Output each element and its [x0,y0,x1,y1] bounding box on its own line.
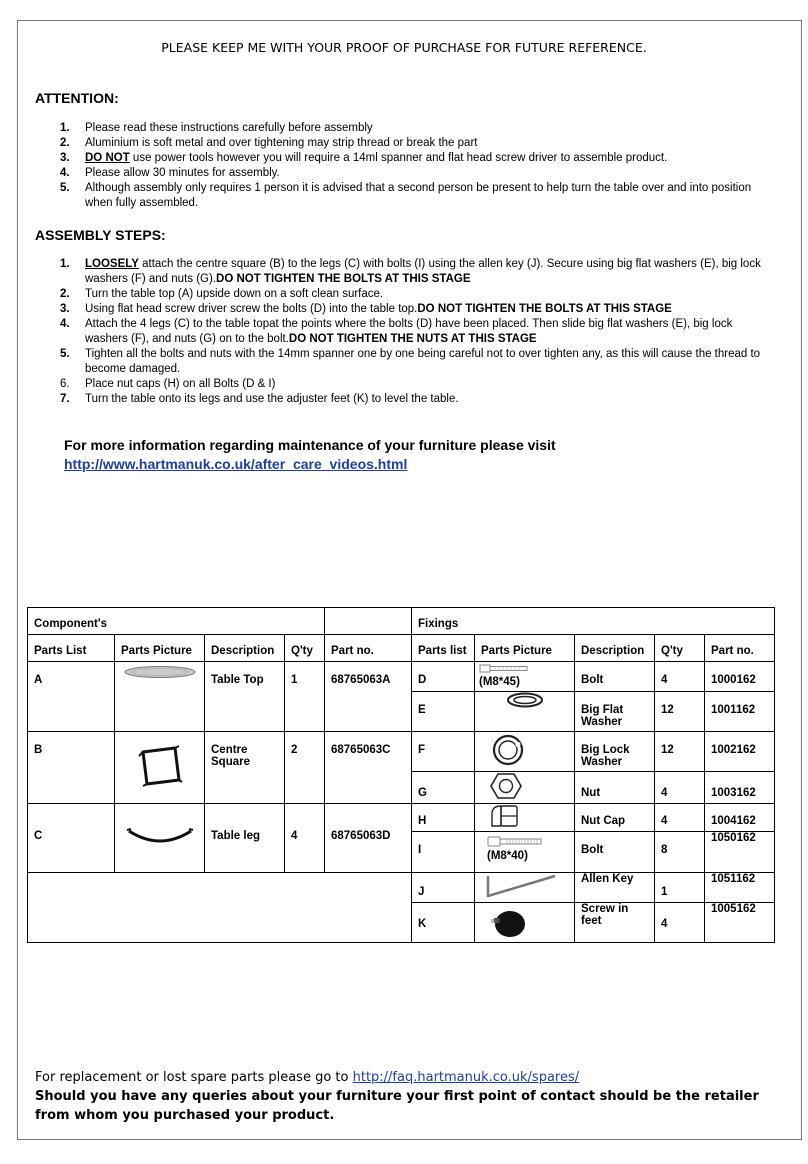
maintenance-text: For more information regarding maintenance of your furniture please visit [64,437,556,453]
nut-icon [475,772,575,804]
bolt-icon [487,836,543,847]
col-header: Parts List [28,635,115,662]
table-row: I (M8*40) Bolt 8 1050162 [28,832,775,873]
table-row: E Big Flat Washer 12 1001162 [28,692,775,732]
list-item: 7. Turn the table onto its legs and use the adjuster feet (K) to level the table. [60,393,459,405]
page-header: PLEASE KEEP ME WITH YOUR PROOF OF PURCHASE FOR FUTURE REFERENCE. [161,40,647,55]
table-row: B Centre Square 2 68765063C F Big Lock Washer 12 1002162 [28,732,775,772]
assembly-heading: ASSEMBLY STEPS: [35,227,166,243]
list-item: 4. Please allow 30 minutes for assembly. [60,167,280,179]
contact-note: Should you have any queries about your furniture your first point of contact should be the retailer from whom you purchased your product. [35,1089,759,1123]
maintenance-info [64,436,556,474]
list-item: 2. Aluminium is soft metal and over tightening may strip thread or break the part [60,137,478,149]
col-header: Description [205,635,285,662]
col-header: Parts Picture [115,635,205,662]
list-item: 6. Place nut caps (H) on all Bolts (D & I) [60,378,276,390]
parts-table [27,607,775,943]
col-header: Parts list [412,635,475,662]
bolt-icon [479,664,529,673]
col-header: Q'ty [285,635,325,662]
spares-link[interactable]: http://faq.hartmanuk.co.uk/spares/ [352,1070,580,1085]
attention-list [35,121,775,211]
spares-line: For replacement or lost spare parts please go to http://faq.hartmanuk.co.uk/spares/ [35,1070,580,1085]
allen-key-icon [475,873,575,903]
table-row: C Table leg 4 68765063D H Nut Cap 4 1004162 [28,804,775,832]
col-header: Part no. [325,635,412,662]
table-row: G Nut 4 1003162 [28,772,775,804]
list-item: 1. Please read these instructions carefully before assembly [60,122,373,134]
attention-heading: ATTENTION: [35,90,119,106]
table-row: A Table Top 1 68765063A D (M8*45) Bolt 4 1000162 [28,662,775,692]
col-header: Q'ty [655,635,705,662]
flat-washer-icon [475,692,575,732]
table-row: K Screw in feet 4 1005162 [28,903,775,943]
screw-in-foot-icon [475,903,575,943]
centre-square-icon [115,732,205,804]
col-header: Part no. [705,635,775,662]
col-header: Parts Picture [475,635,575,662]
components-title: Component's [28,608,325,635]
list-item: 5. Although assembly only requires 1 person it is advised that a second person be present to help turn the table over and into position when fully assembled. [60,182,752,209]
table-leg-icon [115,804,205,873]
list-item: 4. Attach the 4 legs (C) to the table topat the points where the bolts (D) have been placed. Then slide big flat washers (E), big lock washers (F), and nuts (G) on to the bolt.DO NOT TIGHTEN THE NUTS AT THIS STAGE [60,318,733,345]
list-item: 5. Tighten all the bolts and nuts with the 14mm spanner one by one being careful not to over tighten any, as this will cause the thread to become damaged. [60,348,761,375]
table-top-icon [115,662,205,732]
assembly-list [35,257,775,407]
list-item: 2. Turn the table top (A) upside down on a soft clean surface. [60,288,384,300]
lock-washer-icon [475,732,575,772]
list-item: 3. Using flat head screw driver screw the bolts (D) into the table top.DO NOT TIGHTEN THE BOLTS AT THIS STAGE [60,303,672,315]
list-item: 3. DO NOT use power tools however you will require a 14ml spanner and flat head screw driver to assemble product. [60,152,668,164]
list-item: 1. LOOSELY attach the centre square (B) to the legs (C) with bolts (I) using the allen key (J). Secure using big flat washers (E), big lock washers (F) and nuts (G).DO NOT TIGHTEN THE BOLTS AT THIS STAGE [60,258,761,285]
col-header: Description [575,635,655,662]
page-footer [35,1068,775,1125]
fixings-title: Fixings [412,608,775,635]
after-care-videos-link[interactable]: http://www.hartmanuk.co.uk/after_care_videos.html [64,456,408,472]
table-row: J Allen Key 1 1051162 [28,873,775,903]
nut-cap-icon [475,804,575,832]
